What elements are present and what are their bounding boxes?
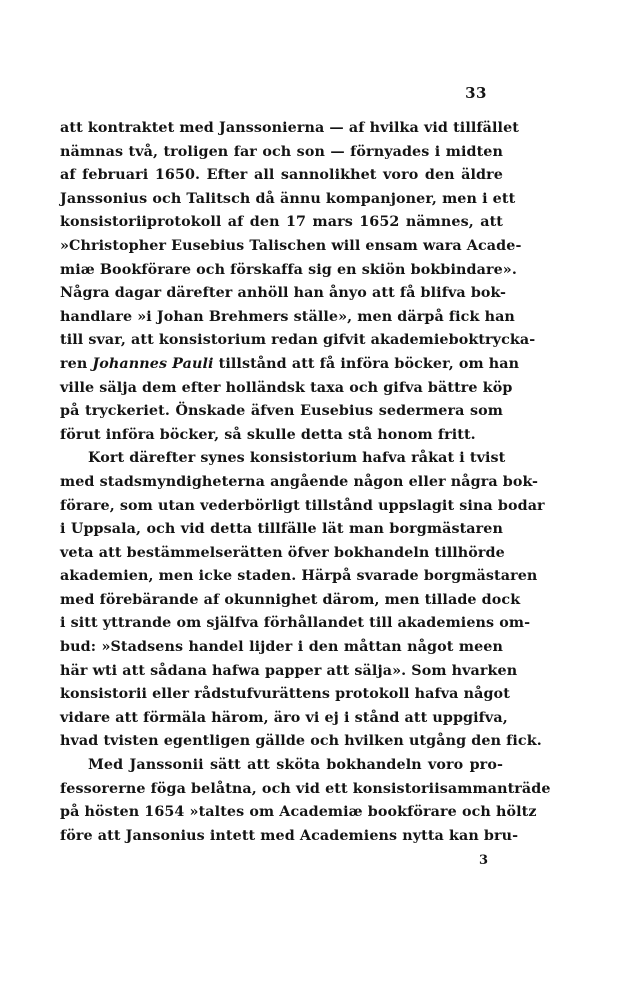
text-run: tillstånd att få införa böcker, om han — [213, 355, 520, 372]
text-line: att kontraktet med Janssonierna — af hvilka vid tillfället — [60, 120, 519, 136]
text-line: konsistoriiprotokoll af den 17 mars 1652 nämnes, att — [60, 214, 503, 231]
text-line: Janssonius och Talitsch då ännu kompanjoner, men i ett — [60, 190, 516, 207]
text-line: med förebärande af okunnighet därom, men tillade dock — [60, 591, 521, 608]
text-line: af februari 1650. Efter all sannolikhet voro den äldre — [60, 167, 503, 184]
text-line: i sitt yttrande om själfva förhållandet till akademiens om- — [60, 615, 531, 632]
text-line: i Uppsala, och vid detta tillfälle lät man borgmästaren — [60, 521, 503, 538]
paragraph — [60, 754, 551, 848]
paragraph — [60, 447, 545, 754]
signature-mark: 3 — [478, 853, 488, 868]
page-number: 33 — [465, 84, 487, 102]
text-line: Några dagar därefter anhöll han ånyo att få blifva bok- — [60, 285, 507, 302]
text-line: på tryckeriet. Önskade äfven Eusebius sedermera som — [60, 403, 503, 420]
text-line: akademien, men icke staden. Härpå svarade borgmästaren — [60, 568, 538, 585]
text-line: Med Janssonii sätt att sköta bokhandeln voro pro- — [88, 757, 503, 774]
body-text — [60, 117, 551, 848]
text-line: miæ Bookförare och förskaffa sig en skiön bokbindare». — [60, 261, 517, 278]
text-line: ville sälja dem efter holländsk taxa och gifva bättre köp — [60, 379, 513, 396]
text-line: förare, som utan vederbörligt tillstånd uppslagit sina bodar — [60, 497, 545, 514]
paragraph — [60, 117, 536, 447]
text-line: »Christopher Eusebius Talischen will ensam wara Acade- — [60, 237, 522, 254]
text-line: fessorerne föga belåtna, och vid ett konsistoriisammanträde — [60, 780, 551, 797]
text-line: konsistorii eller rådstufvurättens protokoll hafva något — [60, 686, 510, 703]
text-line: före att Jansonius intett med Academiens nytta kan bru- — [60, 827, 519, 844]
text-line: nämnas två, troligen far och son — förnyades i midten — [60, 143, 503, 160]
text-line: Kort därefter synes konsistorium hafva råkat i tvist — [88, 450, 506, 467]
text-line: på hösten 1654 »taltes om Academiæ bookförare och höltz — [60, 804, 537, 821]
text-line: här wti att sådana hafwa papper att sälja». Som hvarken — [60, 662, 518, 679]
text-line — [60, 353, 520, 377]
text-line: med stadsmyndigheterna angående någon eller några bok- — [60, 473, 538, 490]
text-line: till svar, att konsistorium redan gifvit akademieboktrycka- — [60, 332, 536, 349]
text-run: ren — [60, 355, 93, 372]
text-line: hvad tvisten egentligen gällde och hvilken utgång den fick. — [60, 733, 542, 750]
text-line: vidare att förmäla härom, äro vi ej i stånd att uppgifva, — [60, 709, 508, 726]
italic-name: Johannes Pauli — [92, 355, 214, 372]
text-line: handlare »i Johan Brehmers ställe», men därpå fick han — [60, 308, 515, 325]
text-line: förut införa böcker, så skulle detta stå honom fritt. — [60, 426, 476, 443]
text-line: bud: »Stadsens handel lijder i den måttan något meen — [60, 639, 503, 656]
text-line: veta att bestämmelserätten öfver bokhandeln tillhörde — [60, 544, 505, 561]
